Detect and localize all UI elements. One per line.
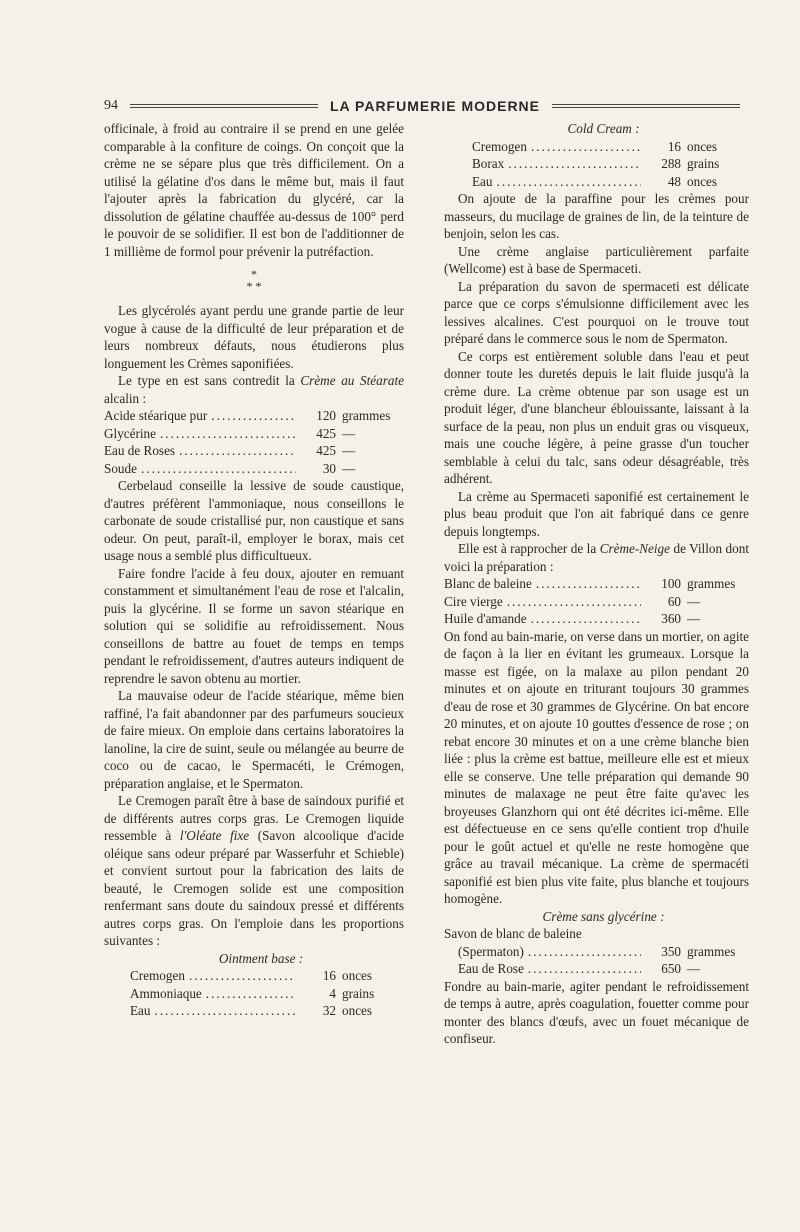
recipe-row (472, 138, 749, 156)
recipe-row (444, 575, 749, 593)
ingredient-name: (Spermaton) (458, 943, 524, 959)
recipe-row (130, 1002, 404, 1020)
dot-leader (179, 442, 296, 460)
paragraph: On ajoute de la paraffine pour les crèmes pour masseurs, du mucilage de graines de lin, de la teinture de benjoin, selon les cas. (444, 191, 749, 241)
dot-leader (528, 960, 641, 978)
recipe-table (104, 967, 404, 1020)
ingredient-name: Ammoniaque (130, 985, 202, 1001)
recipe-row (104, 460, 404, 478)
dot-leader (531, 610, 641, 628)
ingredient-name: Borax (472, 156, 505, 171)
paragraph: La mauvaise odeur de l'acide stéarique, même bien raffiné, l'a fait abandonner par des parfumeurs soucieux de faire mieux. On emploie dans certains laboratoires la lanoline, la cire de suint, seule ou mélangée au beurre de coco ou de cacao, le Spermacéti, le Crémogen, préparation anglaise, et le Spermaton. (104, 688, 404, 791)
ingredient-unit: — (342, 460, 356, 476)
recipe-row (130, 985, 404, 1003)
dot-leader (536, 575, 641, 593)
ingredient-unit: onces (342, 968, 373, 983)
ingredient-name: Eau de Rose (458, 961, 524, 976)
paragraph: Les glycérolés ayant perdu une grande partie de leur vogue à cause de la difficulté de leur préparation et de leurs nombreux défauts, nous étudierons plus longuement les Crèmes saponifiées. (104, 303, 404, 371)
ingredient-quantity: 30 (322, 460, 336, 476)
ingredient-unit: grammes (687, 943, 736, 959)
recipe-row (472, 173, 749, 191)
ingredient-quantity: 4 (329, 985, 336, 1001)
paragraph: Fondre au bain-marie, agiter pendant le refroidissement de temps à autre, après coagulation, fouetter comme pour monter des blancs d'œufs, avec un fouet mécanique de confiseur. (444, 978, 749, 1046)
ingredient-unit: onces (687, 138, 718, 154)
ingredient-name: Cremogen (472, 138, 527, 154)
ingredient-name: Acide stéarique pur (104, 408, 208, 423)
paragraph: Ce corps est entièrement soluble dans l'eau et peut donner toute les duretés depuis le lait fluide jusqu'à la crème dure. La crème obtenue par son usage est un produit léger, d'une blancheur éblouissante, laissant à la surface de la peau, non plus un enduit gras ou visqueux, mais une couche légère, à peine grasse d'un toucher semblable à celui du talc, sans odeur désagréable, très adhérent. (444, 348, 749, 486)
ingredient-quantity: 288 (661, 156, 681, 171)
ingredient-unit: — (342, 443, 356, 458)
dot-leader (206, 985, 296, 1003)
italic-term: l'Oléate fixe (179, 828, 250, 843)
italic-term: Crème-Neige (599, 541, 670, 556)
recipe-row (458, 960, 749, 978)
recipe-row (458, 943, 749, 961)
dot-leader (528, 943, 641, 961)
recipe-table (444, 138, 749, 191)
ingredient-unit: onces (687, 173, 718, 189)
ingredient-unit: grains (687, 156, 720, 171)
ingredient-unit: grammes (342, 408, 391, 423)
paragraph: Faire fondre l'acide à feu doux, ajouter en remuant constamment et simultanément l'eau de rose et l'alcalin, puis la glycérine. Il se forme un savon stéarique en solution qui se solidifie au refroidissement. Nous conseillons de battre au fouet de temps en temps pendant le refroidissement, d'autres auteurs indiquent de reprendre le savon obtenu au mortier. (104, 565, 404, 686)
ingredient-quantity: 120 (316, 408, 336, 423)
ingredient-unit: — (687, 593, 701, 609)
italic-term: Crème au Stéarate (300, 373, 404, 388)
recipe-subtitle: Cold Cream : (567, 121, 640, 136)
paragraph: Le type en est sans contredit la Crème au Stéarate alcalin : (104, 373, 404, 406)
ingredient-unit: grains (342, 985, 375, 1001)
ingredient-name: Huile d'amande (444, 611, 527, 626)
ingredient-quantity: 650 (661, 961, 681, 976)
dot-leader (507, 593, 641, 611)
recipe-row (104, 442, 404, 460)
ingredient-quantity: 100 (661, 576, 681, 591)
ingredient-unit: grammes (687, 576, 736, 591)
ingredient-name: Cire vierge (444, 593, 503, 609)
recipe-row (472, 155, 749, 173)
ingredient-quantity: 16 (667, 138, 681, 154)
paragraph: officinale, à froid au contraire il se prend en une gelée comparable à la confiture de coings. On conçoit que la crème ne se sépare plus que très difficilement. On a utilisé la gélatine d'os dans le même but, mais il faut l'ajouter après la fabrication du glycéré, car la dissolution de gélatine chauffée au-dessus de 100° perd le pouvoir de se solidifier. Il est bon de l'additionner de 1 millième de formol pour prévenir la putréfaction. (104, 121, 404, 259)
header-rule-left (130, 104, 318, 108)
right-column (444, 120, 749, 1048)
header-rule-right (552, 104, 740, 108)
ingredient-quantity: 425 (316, 443, 336, 458)
ingredient-quantity: 48 (667, 173, 681, 189)
ingredient-quantity: 350 (661, 943, 681, 959)
ingredient-name: Cremogen (130, 968, 185, 983)
paragraph: Cerbelaud conseille la lessive de soude caustique, d'autres préfèrent l'ammoniaque, nous conseillons le carbonate de soude cristallisé pur, non caustique et sans odeur. On peut, paraît-il, employer le borax, mais cet usage nous a semblé plus difficultueux. (104, 478, 404, 563)
recipe-row (444, 610, 749, 628)
dot-leader (160, 425, 296, 443)
recipe-line: Savon de blanc de baleine (444, 926, 582, 941)
ingredient-quantity: 60 (667, 593, 681, 609)
recipe-subtitle: Crème sans glycérine : (542, 908, 665, 924)
recipe-row (104, 425, 404, 443)
ingredient-unit: — (687, 611, 701, 626)
ingredient-unit: onces (342, 1003, 373, 1018)
ingredient-name: Blanc de baleine (444, 576, 532, 591)
ingredient-name: Eau (472, 173, 493, 189)
recipe-table (444, 575, 749, 628)
left-column (104, 120, 404, 1020)
page-number: 94 (104, 98, 118, 113)
ingredient-quantity: 32 (322, 1003, 336, 1018)
paragraph: On fond au bain-marie, on verse dans un mortier, on agite de façon à la lier en évitant les grumeaux. Lorsque la masse est figée, on la malaxe au pilon pendant 20 minutes et on ajoute en triturant toujours 30 grammes d'eau de rose et 30 grammes de Glycérine. On bat encore 20 minutes, et on ajoute 10 gouttes d'essence de rose ; on rebat encore 30 minutes et on a une crème blanche bien liée : plus la crème est battue, meilleure elle est et mieux elle se conserve. Une telle préparation qui demande 90 minutes de malaxage ne peut être faite qu'avec les broyeuses Glanzhorn qui ont été décrites ici-même. Elle est défectueuse en ce sens qu'elle contient trop d'huile pour le goût actuel et qu'elle ne reste homogène que grâce au travail mécanique. La crème de spermacéti saponifié est bien plus vite faite, plus blanche et toujours homogène. (444, 628, 749, 906)
recipe-row (444, 593, 749, 611)
recipe-table (444, 943, 749, 978)
journal-title: LA PARFUMERIE MODERNE (330, 98, 540, 114)
ingredient-quantity: 425 (316, 425, 336, 441)
recipe-row (130, 967, 404, 985)
dot-leader (508, 155, 641, 173)
paragraph: Une crème anglaise particulièrement parfaite (Wellcome) est à base de Spermaceti. (444, 243, 749, 276)
dot-leader (141, 460, 296, 478)
ingredient-name: Eau (130, 1003, 151, 1018)
ingredient-quantity: 16 (322, 968, 336, 983)
paragraph: La crème au Spermaceti saponifié est certainement le plus beau produit que l'on ait fabriqué dans ce genre depuis longtemps. (444, 488, 749, 539)
dot-leader (531, 138, 641, 156)
ingredient-name: Soude (104, 460, 137, 476)
recipe-table (104, 407, 404, 477)
recipe-row (104, 407, 404, 425)
asterism: * * * (246, 267, 262, 293)
dot-leader (211, 407, 296, 425)
running-header (104, 98, 740, 114)
paragraph: La préparation du savon de spermaceti est délicate parce que ce corps s'émulsionne difficilement avec les lessives alcalines. C'est pourquoi on le trouve tout préparé dans le commerce sous le nom de Spermaton. (444, 278, 749, 346)
paragraph: Elle est à rapprocher de la Crème-Neige de Villon dont voici la préparation : (444, 541, 749, 574)
ingredient-quantity: 360 (661, 611, 681, 626)
ingredient-name: Eau de Roses (104, 443, 176, 458)
dot-leader (155, 1002, 296, 1020)
ingredient-unit: — (342, 425, 356, 441)
recipe-subtitle: Ointment base : (218, 950, 304, 966)
dot-leader (497, 173, 641, 191)
ingredient-unit: — (687, 961, 701, 976)
paragraph: Le Cremogen paraît être à base de saindoux purifié et de différents autres corps gras. Le Cremogen liquide ressemble à l'Oléate fixe (Savon alcoolique d'acide oléique sans odeur préparé par Wasserfuhr et Schieble) et convient surtout pour la fabrication des laits de beauté, le Cremogen solide est une composition renfermant sans doute du saindoux pressé et différents autres corps gras. On l'emploie dans les proportions suivantes : (104, 793, 404, 948)
ingredient-name: Glycérine (104, 425, 156, 441)
dot-leader (189, 967, 296, 985)
